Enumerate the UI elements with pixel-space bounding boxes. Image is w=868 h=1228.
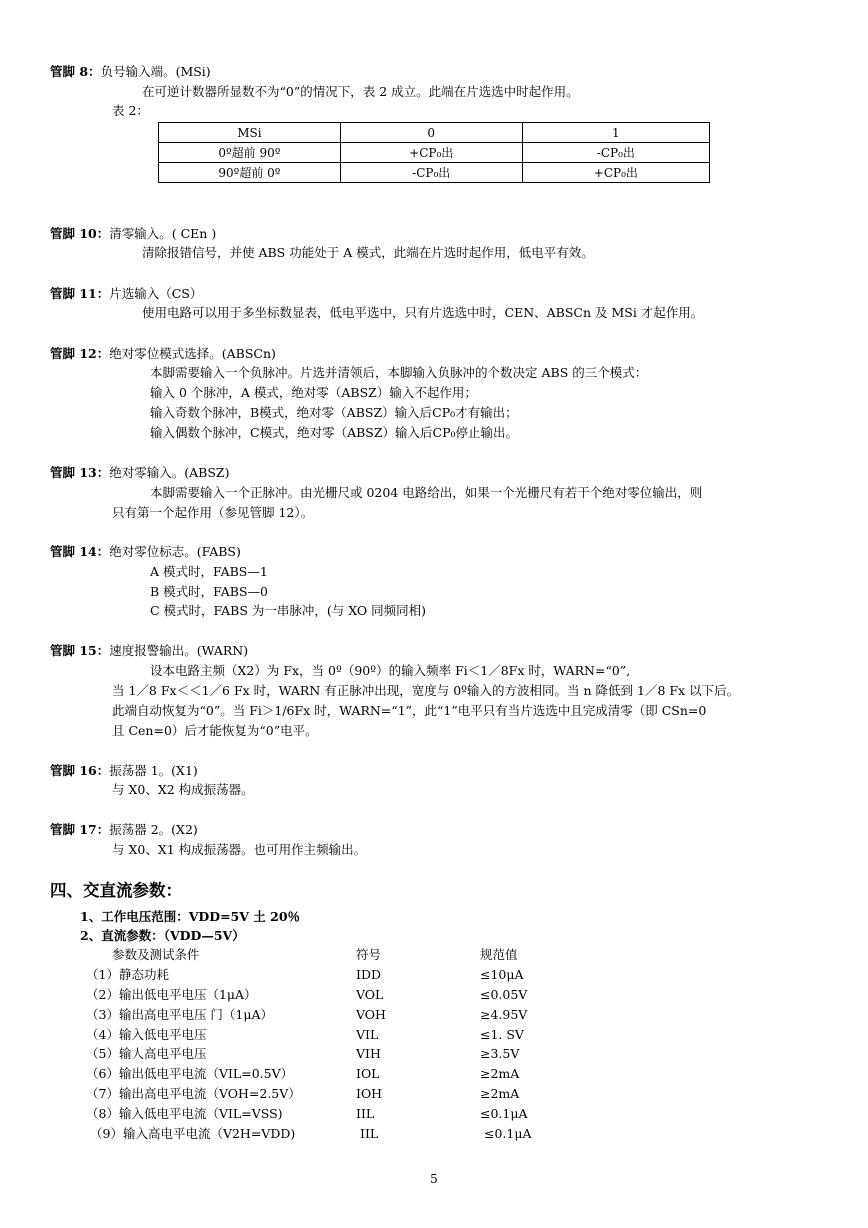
table-cell: 90º超前 0º bbox=[159, 163, 341, 183]
pin12-name: 绝对零位模式选择。(ABSCn) bbox=[109, 346, 276, 361]
pin13-title: 管脚 13： bbox=[50, 465, 110, 480]
param-name: （1）静态功耗 bbox=[86, 967, 169, 982]
param-header-condition: 参数及测试条件 bbox=[112, 947, 200, 962]
pin14-title: 管脚 14： bbox=[50, 544, 110, 559]
pin12-line: 输入 0 个脉冲，A 模式，绝对零（ABSZ）输入不起作用； bbox=[150, 385, 477, 400]
table2 bbox=[158, 122, 710, 183]
pin12-line: 输入偶数个脉冲，C模式，绝对零（ABSZ）输入后CP₀停止输出。 bbox=[150, 425, 519, 440]
table-cell: 0º超前 90º bbox=[159, 143, 341, 163]
param-symbol: IDD bbox=[356, 967, 381, 982]
param-symbol: VOH bbox=[356, 1007, 386, 1022]
pin12-title: 管脚 12： bbox=[50, 346, 110, 361]
pin11-name: 片选输入（CS） bbox=[109, 286, 203, 301]
pin17-heading bbox=[50, 822, 198, 837]
pin17-line: 与 X0、X1 构成振荡器。也可用作主频输出。 bbox=[112, 842, 367, 857]
page-number: 5 bbox=[430, 1172, 438, 1186]
pin16-name: 振荡器 1。(X1) bbox=[109, 763, 198, 778]
pin11-heading bbox=[50, 286, 202, 301]
pin8-heading bbox=[50, 64, 211, 79]
param-name: （5）输人高电平电压 bbox=[86, 1046, 207, 1061]
pin13-name: 绝对零输入。(ABSZ) bbox=[109, 465, 230, 480]
table-cell: -CP₀出 bbox=[522, 143, 709, 163]
pin14-line: C 模式时，FABS 为一串脉冲，(与 XO 同频同相) bbox=[150, 603, 427, 618]
pin17-title: 管脚 17： bbox=[50, 822, 110, 837]
pin12-line: 输入奇数个脉冲，B模式，绝对零（ABSZ）输入后CP₀才有输出； bbox=[150, 405, 518, 420]
pin13-line: 只有第一个起作用（参见管脚 12）。 bbox=[112, 505, 314, 520]
param-value: ≤1. SV bbox=[480, 1027, 524, 1042]
pin13-heading bbox=[50, 465, 229, 480]
table-header-cell: MSi bbox=[159, 123, 341, 143]
pin14-line: B 模式时，FABS—0 bbox=[150, 584, 268, 599]
param-symbol: VOL bbox=[356, 987, 384, 1002]
param-symbol: IOL bbox=[356, 1066, 380, 1081]
pin12-line: 本脚需要输入一个负脉冲。片选并清领后，本脚输入负脉冲的个数决定 ABS 的三个模式： bbox=[150, 365, 648, 380]
param-symbol: IOH bbox=[356, 1086, 383, 1101]
pin15-line: 设本电路主频（X2）为 Fx，当 0º（90º）的输入频率 Fi＜1／8Fx 时，WARN=“0”, bbox=[150, 663, 631, 678]
pin15-heading bbox=[50, 643, 248, 658]
table2-label: 表 2： bbox=[112, 103, 149, 118]
param-name: （4）输入低电平电压 bbox=[86, 1027, 207, 1042]
pin8-title: 管脚 8： bbox=[50, 64, 101, 79]
pin16-line: 与 X0、X2 构成振荡器。 bbox=[112, 782, 254, 797]
section-title: 四、交直流参数： bbox=[50, 881, 182, 900]
param-value: ≥2mA bbox=[480, 1086, 520, 1101]
param-name: （3）输出高电平电压 门（1μA） bbox=[86, 1007, 274, 1022]
param-value: ≤0.1μA bbox=[480, 1106, 528, 1121]
param-name: （7）输出高电平电流（VOH=2.5V） bbox=[86, 1086, 301, 1101]
table-header-cell: 1 bbox=[522, 123, 709, 143]
param-value: ≥4.95V bbox=[480, 1007, 528, 1022]
pin14-heading bbox=[50, 544, 241, 559]
pin13-line: 本脚需要输入一个正脉冲。由光栅尺或 0204 电路给出，如果一个光栅尺有若干个绝对零位输出，则 bbox=[150, 485, 703, 500]
table-cell: -CP₀出 bbox=[340, 163, 522, 183]
pin14-line: A 模式时，FABS—1 bbox=[150, 564, 268, 579]
pin15-name: 速度报警输出。(WARN) bbox=[109, 643, 249, 658]
pin10-title: 管脚 10： bbox=[50, 226, 110, 241]
section-item-voltage: 1、工作电压范围：VDD=5V 土 20％ bbox=[80, 909, 301, 924]
pin8-desc: 在可逆计数器所显数不为“0”的情况下，表 2 成立。此端在片选选中时起作用。 bbox=[142, 84, 579, 99]
pin10-heading bbox=[50, 226, 216, 241]
pin14-name: 绝对零位标志。(FABS) bbox=[109, 544, 241, 559]
param-value: ≤10μA bbox=[480, 967, 524, 982]
pin8-name: 负号输入端。(MSi) bbox=[100, 64, 211, 79]
pin10-name: 清零输入。( CEn ) bbox=[109, 226, 217, 241]
pin10-line: 清除报错信号，并使 ABS 功能处于 A 模式，此端在片选时起作用，低电平有效。 bbox=[142, 245, 594, 260]
table-row bbox=[159, 163, 710, 183]
pin15-line: 且 Cen=0）后才能恢复为“0”电平。 bbox=[112, 723, 318, 738]
section-item-dc: 2、直流参数：（VDD—5V） bbox=[80, 928, 245, 943]
param-symbol: IIL bbox=[360, 1126, 379, 1141]
table-header-row bbox=[159, 123, 710, 143]
pin12-heading bbox=[50, 346, 276, 361]
param-value: ≥2mA bbox=[480, 1066, 520, 1081]
pin16-heading bbox=[50, 763, 198, 778]
pin15-line: 当 1／8 Fx＜＜1／6 Fx 时，WARN 有正脉冲出现，宽度与 0º输入的方波相同。当 n 降低到 1／8 Fx 以下后。 bbox=[112, 683, 740, 698]
param-name: （8）输入低电平电流（VIL=VSS) bbox=[86, 1106, 283, 1121]
param-name: （9）输入高电平电流（V2H=VDD) bbox=[90, 1126, 296, 1141]
param-symbol: IIL bbox=[356, 1106, 375, 1121]
param-symbol: VIL bbox=[356, 1027, 379, 1042]
table-cell: +CP₀出 bbox=[340, 143, 522, 163]
pin15-line: 此端自动恢复为“0”。当 Fi＞1/6Fx 时，WARN=“1”，此“1”电平只有当片选选中且完成清零（即 CSn=0 bbox=[112, 703, 707, 718]
param-header-value: 规范值 bbox=[480, 947, 518, 962]
table-row bbox=[159, 143, 710, 163]
table-cell: +CP₀出 bbox=[522, 163, 709, 183]
param-symbol: VIH bbox=[356, 1046, 381, 1061]
param-name: （6）输出低电平电流（VIL=0.5V） bbox=[86, 1066, 294, 1081]
pin16-title: 管脚 16： bbox=[50, 763, 110, 778]
param-value: ≤0.1μA bbox=[484, 1126, 532, 1141]
pin17-name: 振荡器 2。(X2) bbox=[109, 822, 198, 837]
pin15-title: 管脚 15： bbox=[50, 643, 110, 658]
param-header-symbol: 符号 bbox=[356, 947, 382, 962]
table-header-cell: 0 bbox=[340, 123, 522, 143]
pin11-title: 管脚 11： bbox=[50, 286, 110, 301]
pin11-line: 使用电路可以用于多坐标数显表，低电平选中，只有片选选中时，CEN、ABSCn 及 MSi 才起作用。 bbox=[142, 305, 704, 320]
param-value: ≤0.05V bbox=[480, 987, 528, 1002]
param-value: ≥3.5V bbox=[480, 1046, 520, 1061]
param-name: （2）输出低电平电压（1μA） bbox=[86, 987, 257, 1002]
